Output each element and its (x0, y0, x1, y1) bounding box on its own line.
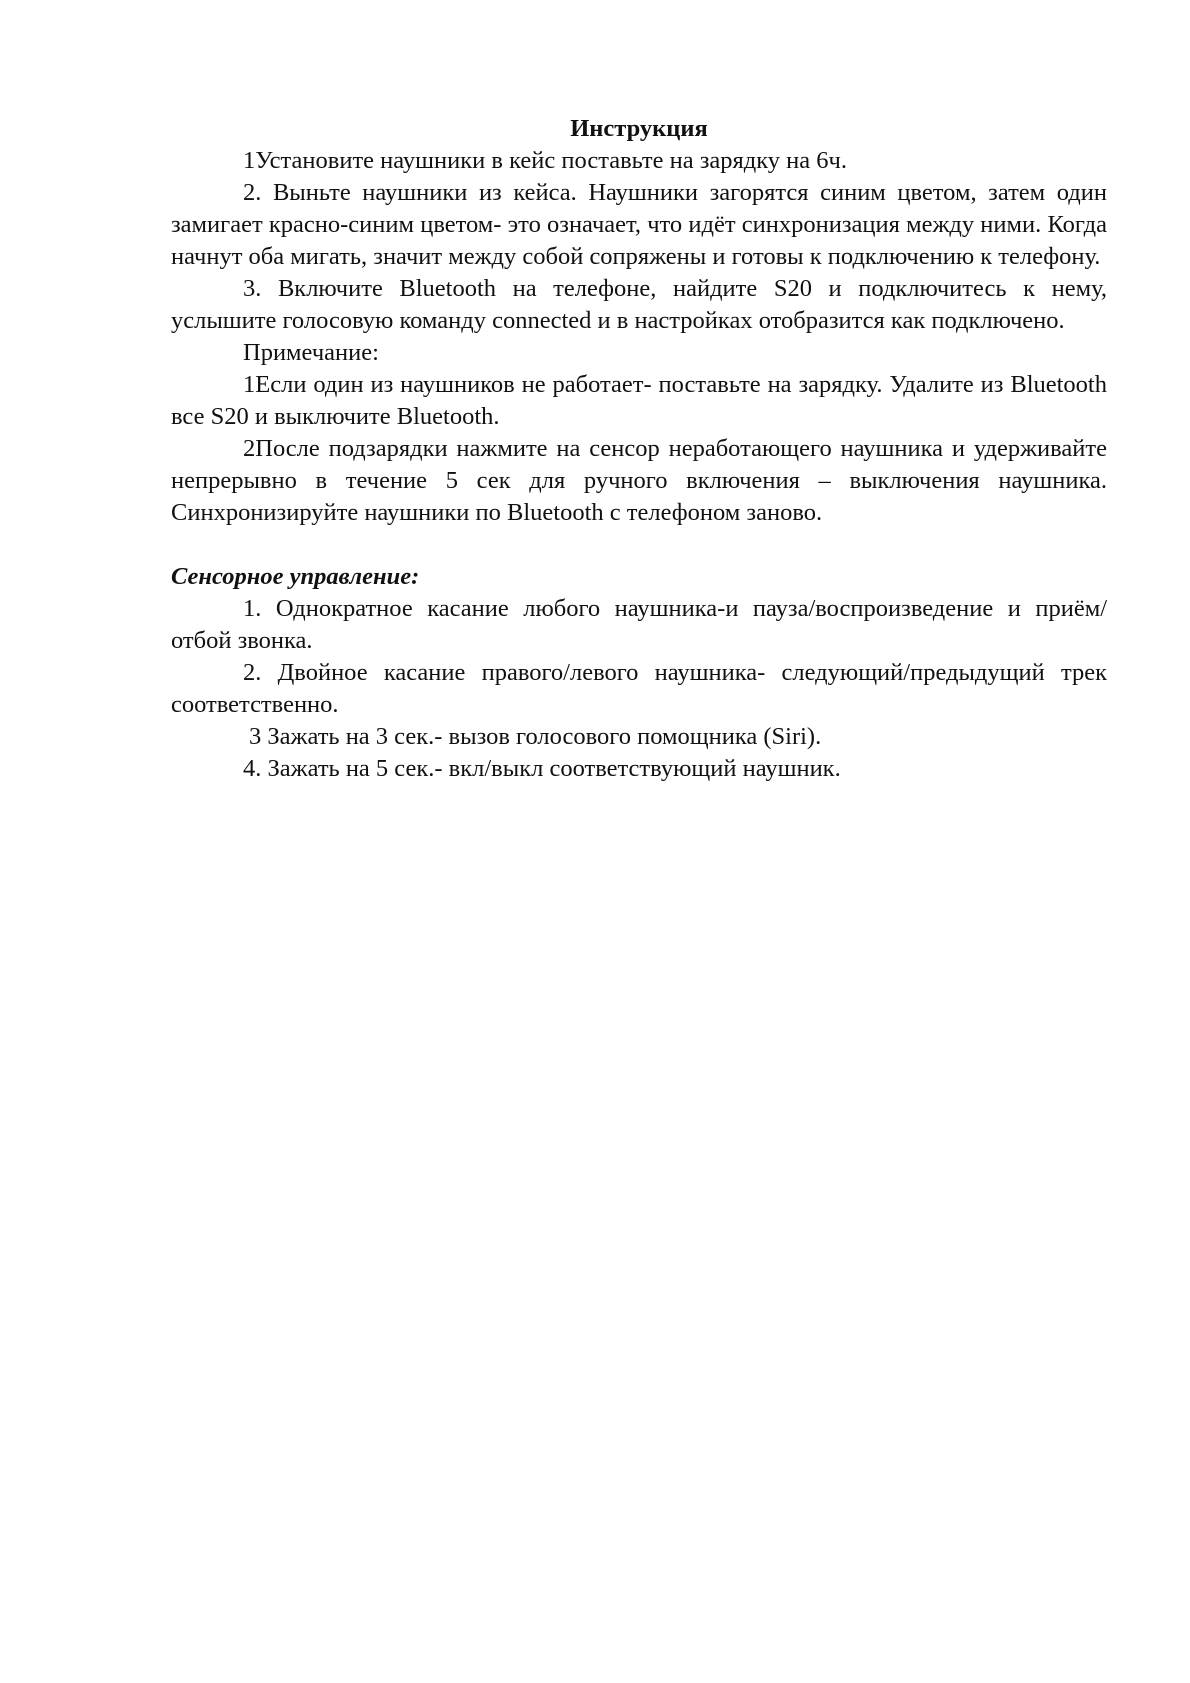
touch-item-3: 3 Зажать на 3 сек.- вызов голосового помощника (Siri). (249, 723, 822, 750)
note-label: Примечание: (243, 339, 379, 366)
step-1: 1Установите наушники в кейс поставьте на зарядку на 6ч. (243, 147, 847, 174)
step-2: 2. Выньте наушники из кейса. Наушники загорятся синим цветом, затем один замигает красно-синим цветом- это означает, что идёт синхронизация между ними. Когда начнут оба мигать, значит между собой сопряжены и готовы к подключению к телефону. (171, 179, 1107, 270)
document-title: Инструкция (570, 115, 708, 142)
touch-item-1: 1. Однократное касание любого наушника-и пауза/воспроизведение и приём/отбой звонка. (171, 595, 1107, 654)
document-body (171, 113, 1107, 785)
touch-item-4: 4. Зажать на 5 сек.- вкл/выкл соответствующий наушник. (243, 755, 841, 782)
note-2: 2После подзарядки нажмите на сенсор неработающего наушника и удерживайте непрерывно в течение 5 сек для ручного включения – выключения наушника. Синхронизируйте наушники по Bluetooth с телефоном заново. (171, 435, 1107, 526)
touch-item-2: 2. Двойное касание правого/левого наушника- следующий/предыдущий трек соответственно. (171, 659, 1107, 718)
step-3: 3. Включите Bluetooth на телефоне, найдите S20 и подключитесь к нему, услышите голосовую команду connected и в настройках отобразится как подключено. (171, 275, 1107, 334)
touch-control-title: Сенсорное управление: (171, 563, 420, 590)
note-1: 1Если один из наушников не работает- поставьте на зарядку. Удалите из Bluetooth все S20 и выключите Bluetooth. (171, 371, 1107, 430)
